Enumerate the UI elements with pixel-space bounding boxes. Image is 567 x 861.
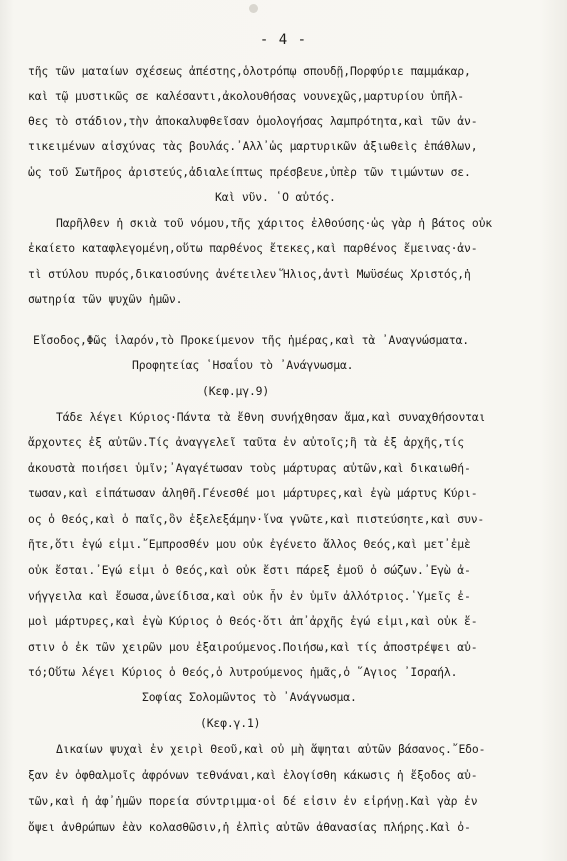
reading-title: Προφητείας ῾Ησαΐου τὸ ᾿Ανάγνωσμα.	[132, 358, 354, 372]
page-number: - 4 -	[259, 32, 308, 48]
text-line: ἐκαίετο καταφλεγομένη,οὕτω παρθένος ἔτεκες,καὶ παρθένος ἔμεινας·ἀν-	[28, 241, 478, 255]
text-line: Τάδε λέγει Κύριος·Πάντα τὰ ἔθνη συνήχθησαν ἅμα,καὶ συναχθήσονται	[56, 410, 486, 424]
text-line: τὶ στύλου πυρός,δικαιοσύνης ἀνέτειλεν Ἥλιος,ἀντὶ Μωϋσέως Χριστός,ἡ	[28, 267, 471, 281]
text-line: τικειμένων αἰσχύνας τὰς βουλάς.᾿Αλλ᾿ὡς μαρτυρικῶν ἀξιωθεὶς ἐπάθλων,	[28, 139, 478, 153]
text-line: νήγγειλα καὶ ἔσωσα,ὠνείδισα,καὶ οὐκ ἦν ἐν ὑμῖν ἀλλότριος.῾Υμεῖς ἐ-	[28, 589, 471, 603]
punch-hole-top	[249, 4, 258, 13]
text-line: ἀκουστὰ ποιήσει ὑμῖν;᾿Αγαγέτωσαν τοὺς μάρτυρας αὐτῶν,καὶ δικαιωθή-	[28, 461, 471, 475]
text-line: σωτηρία τῶν ψυχῶν ἡμῶν.	[28, 292, 183, 306]
text-line: στιν ὁ ἐκ τῶν χειρῶν μου ἐξαιρούμενος.Ποιήσω,καὶ τίς ἀποστρέψει αὐ-	[28, 640, 478, 654]
text-line: τῆς τῶν ματαίων σχέσεως ἀπέστης,ὁλοτρόπῳ σπουδῇ,Πορφύριε παμμάκαρ,	[28, 64, 471, 78]
text-line: τό;Οὕτω λέγει Κύριος ὁ Θεός,ὁ λυτρούμενος ἡμᾶς,ὁ ῞Αγιος ᾿Ισραήλ.	[28, 665, 458, 679]
text-line: Δικαίων ψυχαὶ ἐν χειρὶ Θεοῦ,καὶ οὐ μὴ ἅψηται αὐτῶν βάσανος.῎Εδο-	[56, 742, 486, 756]
text-line: ὄψει ἀνθρώπων ἐὰν κολασθῶσιν,ἡ ἐλπὶς αὐτῶν ἀθανασίας πλήρης.Καὶ ὀ-	[28, 820, 471, 834]
text-line: καὶ τῷ μυστικῶς σε καλέσαντι,ἀκολουθήσας νουνεχῶς,μαρτυρίου ὑπῆλ-	[28, 89, 465, 103]
reading-title: Σοφίας Σολομῶντος τὸ ᾿Ανάγνωσμα.	[142, 690, 357, 704]
section-heading: Καὶ νῦν. ῾Ο αὐτός.	[215, 190, 336, 204]
rubric-line: Εἴσοδος,Φῶς ἱλαρόν,τὸ Προκείμενον τῆς ἡμέρας,καὶ τὰ ᾿Αναγνώσματα.	[33, 333, 470, 347]
text-line: ὡς τοῦ Σωτῆρος ἀριστεύς,ἀδιαλείπτως πρέσβευε,ὑπὲρ τῶν τιμώντων σε.	[28, 165, 471, 179]
text-line: ῆτε,ὅτι ἐγώ εἰμι.῎Εμπροσθέν μου οὐκ ἐγένετο ἄλλος Θεός,καὶ μετ᾿ἐμὲ	[28, 537, 471, 551]
text-line: ος ὁ Θεός,καὶ ὁ παῖς,ὃν ἐξελεξάμην·ἵνα γνῶτε,καὶ πιστεύσητε,καὶ συν-	[28, 512, 485, 526]
text-line: ἄρχοντες ἐξ αὐτῶν.Τίς ἀναγγελεῖ ταῦτα ἐν αὐτοῖς;ἢ τὰ ἐξ ἀρχῆς,τίς	[28, 435, 465, 449]
text-line: τωσαν,καὶ εἰπάτωσαν ἀληθῆ.Γένεσθέ μοι μάρτυρες,καὶ ἐγὼ μάρτυς Κύρι-	[28, 486, 478, 500]
text-line: μοὶ μάρτυρες,καὶ ἐγὼ Κύριος ὁ Θεός·ὅτι ἀπ᾿ἀρχῆς ἐγώ εἰμι,καὶ οὐκ ἔ-	[28, 614, 478, 628]
text-line: ξαν ἐν ὀφθαλμοῖς ἀφρόνων τεθνάναι,καὶ ἐλογίσθη κάκωσις ἡ ἔξοδος αὐ-	[28, 768, 478, 782]
chapter-reference: (Κεφ.γ.1)	[200, 716, 261, 730]
text-line: θες τὸ στάδιον,τὴν ἀποκαλυφθεῖσαν ὁμολογήσας λαμπρότητα,καὶ τῶν ἀν-	[28, 114, 478, 128]
text-line: Παρῆλθεν ἡ σκιὰ τοῦ νόμου,τῆς χάριτος ἐλθούσης·ὡς γὰρ ἡ βάτος οὐκ	[56, 216, 493, 230]
text-line: τῶν,καὶ ἡ ἀφ᾿ἡμῶν πορεία σύντριμμα·οἱ δέ εἰσιν ἐν εἰρήνῃ.Καὶ γὰρ ἐν	[28, 794, 478, 808]
chapter-reference: (Κεφ.μγ.9)	[202, 384, 270, 398]
text-line: οὐκ ἔσται.᾿Εγώ εἰμι ὁ Θεός,καὶ οὐκ ἔστι πάρεξ ἐμοῦ ὁ σώζων.᾿Εγὼ ἀ-	[28, 563, 471, 577]
